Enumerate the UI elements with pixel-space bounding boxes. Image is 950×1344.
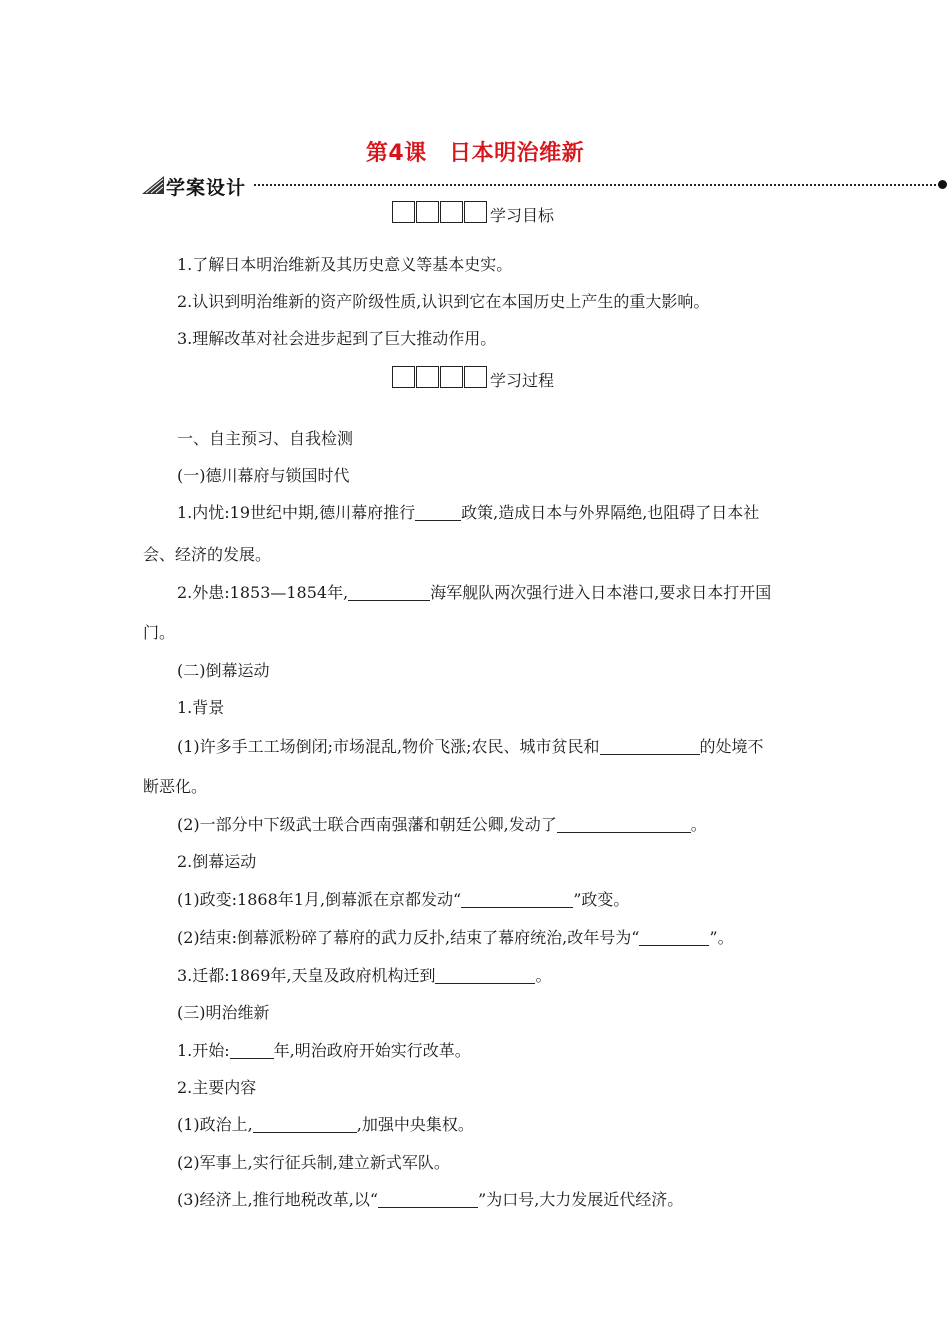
header-boxes — [392, 201, 488, 223]
question-line: 2.主要内容 — [177, 1078, 257, 1097]
banner-label: 学案设计 — [166, 177, 247, 199]
goal-item: 2.认识到明治维新的资产阶级性质,认识到它在本国历史上产生的重大影响。 — [177, 292, 710, 311]
question-line: 门。 — [143, 623, 176, 642]
question-line: 2.倒幕运动 — [177, 852, 257, 871]
question-line: 2.外患:1853—1854年, 海军舰队两次强行进入日本港口,要求日本打开国 — [177, 583, 772, 602]
question-line: (1)政变:1868年1月,倒幕派在京都发动“ ”政变。 — [177, 890, 630, 909]
sub-heading: (一)德川幕府与锁国时代 — [177, 466, 350, 485]
rule-end-dot — [938, 180, 947, 189]
sub-heading: (三)明治维新 — [177, 1003, 270, 1022]
lesson-title: 第4课 日本明治维新 — [365, 141, 585, 166]
process-heading: 学习过程 — [490, 371, 555, 390]
question-line: (1)许多手工工场倒闭;市场混乱,物价飞涨;农民、城市贫民和 的处境不 — [177, 737, 764, 756]
header-boxes — [392, 366, 488, 388]
goals-heading: 学习目标 — [490, 206, 555, 225]
question-line: 1.背景 — [177, 698, 225, 717]
question-line: (2)结束:倒幕派粉碎了幕府的武力反扑,结束了幕府统治,改年号为“ ”。 — [177, 928, 734, 947]
part-heading: 一、自主预习、自我检测 — [177, 429, 354, 448]
sub-heading: (二)倒幕运动 — [177, 661, 270, 680]
goal-item: 1.了解日本明治维新及其历史意义等基本史实。 — [177, 255, 513, 274]
question-line: (2)军事上,实行征兵制,建立新式军队。 — [177, 1153, 450, 1172]
answer-blank[interactable] — [461, 891, 573, 908]
question-line: (1)政治上, ,加强中央集权。 — [177, 1115, 474, 1134]
answer-blank[interactable] — [253, 1116, 357, 1133]
section-banner — [142, 172, 948, 198]
answer-blank[interactable] — [230, 1042, 274, 1059]
answer-blank[interactable] — [639, 929, 709, 946]
triangle-logo-icon — [142, 176, 164, 194]
question-line: 断恶化。 — [143, 777, 208, 796]
goal-item: 3.理解改革对社会进步起到了巨大推动作用。 — [177, 329, 497, 348]
answer-blank[interactable] — [435, 967, 535, 984]
question-line: 1.内忧:19世纪中期,德川幕府推行 政策,造成日本与外界隔绝,也阻碍了日本社 — [177, 503, 760, 522]
answer-blank[interactable] — [557, 816, 691, 833]
dotted-rule — [254, 184, 944, 186]
question-line: 会、经济的发展。 — [143, 545, 272, 564]
answer-blank[interactable] — [348, 584, 430, 601]
answer-blank[interactable] — [378, 1191, 478, 1208]
question-line: 1.开始: 年,明治政府开始实行改革。 — [177, 1041, 471, 1060]
answer-blank[interactable] — [415, 504, 461, 521]
question-line: (2)一部分中下级武士联合西南强藩和朝廷公卿,发动了 。 — [177, 815, 707, 834]
question-line: 3.迁都:1869年,天皇及政府机构迁到 。 — [177, 966, 552, 985]
answer-blank[interactable] — [600, 738, 700, 755]
question-line: (3)经济上,推行地税改革,以“ ”为口号,大力发展近代经济。 — [177, 1190, 684, 1209]
